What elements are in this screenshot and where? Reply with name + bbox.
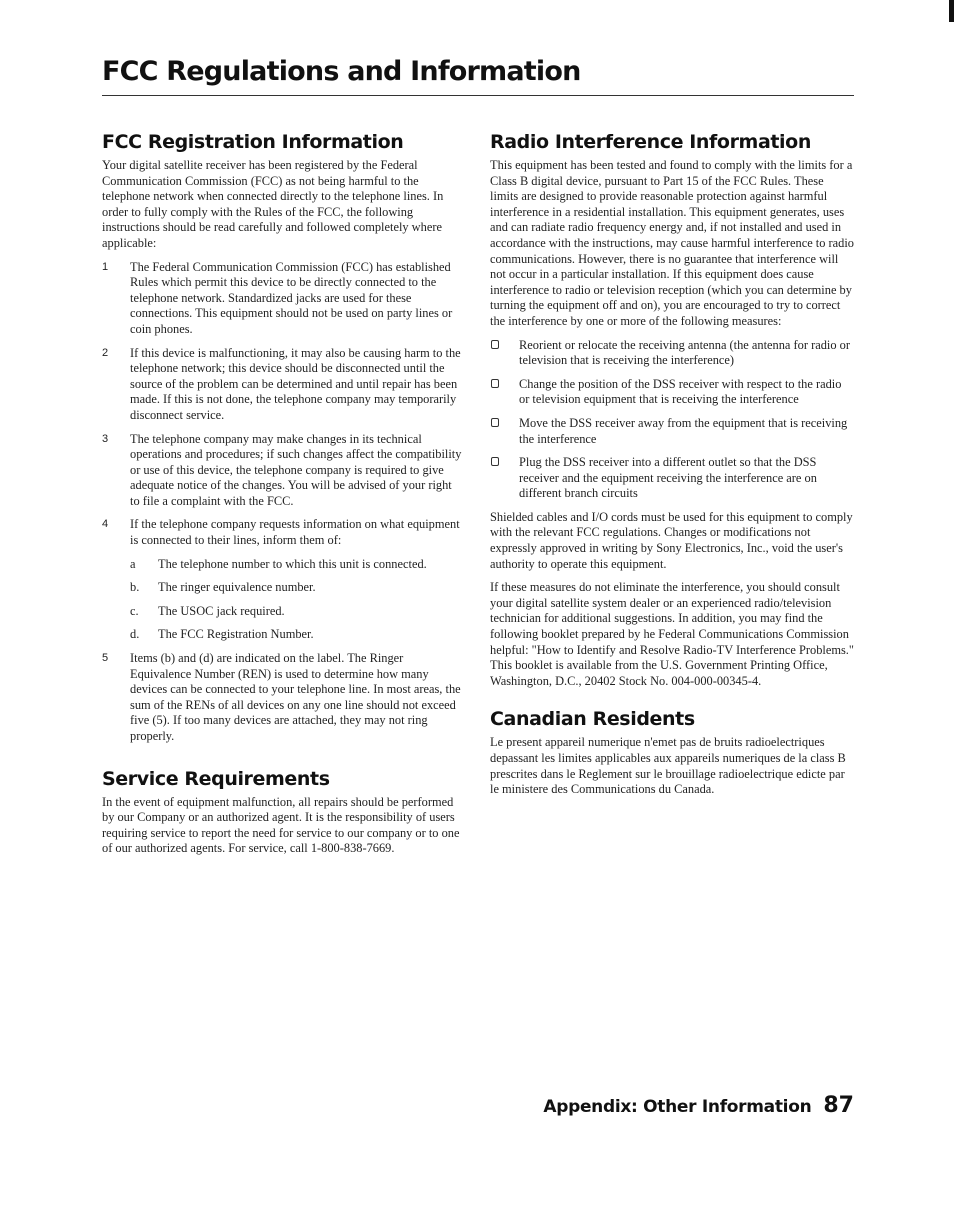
item-text: If the telephone company requests information on what equipment is connected to their lines, inform them of: xyxy=(130,517,460,548)
item-number: 5 xyxy=(102,652,109,665)
measure-text: Plug the DSS receiver into a different outlet so that the DSS receiver and the equipment receiving the interference are on different branch circuits xyxy=(519,455,817,501)
checkbox-bullet-icon xyxy=(491,340,499,349)
item-number: 2 xyxy=(102,346,109,359)
sub-letter: a xyxy=(130,556,136,571)
fcc-registration-list xyxy=(102,260,462,745)
fcc-registration-intro: Your digital satellite receiver has been registered by the Federal Communication Commission (FCC) as not being harmful to the telephone network when connected directly to the telephone lines. In order to fully comply with the Rules of the FCC, the following instructions should be read carefully and followed completely where applicable: xyxy=(102,158,444,250)
sub-text: The ringer equivalence number. xyxy=(158,580,316,595)
page-title: FCC Regulations and Information xyxy=(102,56,581,87)
sublist-item xyxy=(130,604,462,620)
measure-text: Reorient or relocate the receiving antenna (the antenna for radio or television that is receiving the interference) xyxy=(519,337,850,368)
list-item xyxy=(102,260,462,338)
sublist-item xyxy=(130,580,462,596)
title-divider xyxy=(102,95,854,96)
inform-sublist xyxy=(130,557,462,643)
measure-text: Move the DSS receiver away from the equipment that is receiving the interference xyxy=(519,415,848,446)
measure-item xyxy=(490,338,854,369)
measure-text: Change the position of the DSS receiver with respect to the radio or television equipment that is receiving the interference xyxy=(519,376,842,407)
list-item xyxy=(102,517,462,643)
list-item xyxy=(102,432,462,510)
item-text: The telephone company may make changes in its technical operations and procedures; if such changes affect the compatibility or use of this device, the telephone company is required to give adequate notice of the changes. You will be advised of your right to file a complaint with the FCC. xyxy=(130,431,462,508)
list-item xyxy=(102,651,462,745)
measure-item xyxy=(490,416,854,447)
item-number: 1 xyxy=(102,260,109,273)
radio-interference-intro: This equipment has been tested and found to comply with the limits for a Class B digital device, pursuant to Part 15 of the FCC Rules. These limits are designed to provide reasonable protection against harmful interference in a residential installation. This equipment generates, uses and can radiate radio frequency energy and, if not installed and used in accordance with the instructions, may cause harmful interference to radio communications. However, there is no guarantee that interference will not occur in a particular installation. If this equipment does cause interference to radio or television reception (which you can determine by turning the equipment off and on), you are encouraged to try to correct the interference by one or more of the following measures: xyxy=(490,158,854,328)
canadian-residents-heading: Canadian Residents xyxy=(490,708,695,731)
list-item xyxy=(102,346,462,424)
booklet-text: If these measures do not eliminate the interference, you should consult your digital satellite system dealer or an experienced radio/television technician for additional suggestions. In addition, you may find the following booklet prepared by he Federal Communications Commission helpful: "How to Identify and Resolve Radio-TV Interference Problems." This booklet is available from the U.S. Government Printing Office, Washington, D.C., 20402 Stock No. 004-000-00345-4. xyxy=(490,580,854,688)
left-column xyxy=(102,130,462,865)
measure-item xyxy=(490,455,854,502)
checkbox-bullet-icon xyxy=(491,418,499,427)
service-requirements-section xyxy=(102,767,462,857)
checkbox-bullet-icon xyxy=(491,457,499,466)
footer-section-label: Appendix: Other Information xyxy=(543,1097,812,1117)
checkbox-bullet-icon xyxy=(491,379,499,388)
sub-letter: d. xyxy=(130,627,140,642)
item-text: The Federal Communication Commission (FCC) has established Rules which permit this device to be directly connected to the telephone network. Standardized jacks are used for these connections. This equipment should not be used on party lines or coin phones. xyxy=(130,259,453,336)
sub-text: The FCC Registration Number. xyxy=(158,627,314,642)
radio-interference-heading: Radio Interference Information xyxy=(490,131,811,153)
canadian-residents-section xyxy=(490,707,854,797)
page-number: 87 xyxy=(823,1093,854,1118)
fcc-registration-section xyxy=(102,130,462,745)
sublist-item xyxy=(130,627,462,643)
sub-text: The USOC jack required. xyxy=(158,603,285,618)
service-requirements-text: In the event of equipment malfunction, all repairs should be performed by our Company or an authorized agent. It is the responsibility of users requiring service to report the need for service to our company or to one of our authorized agents. For service, call 1-800-838-7669. xyxy=(102,794,460,856)
sub-letter: c. xyxy=(130,603,139,618)
radio-interference-section xyxy=(490,130,854,689)
page-edge-mark xyxy=(949,0,954,22)
measure-item xyxy=(490,377,854,408)
item-number: 4 xyxy=(102,518,109,531)
sub-text: The telephone number to which this unit is connected. xyxy=(158,556,427,571)
item-number: 3 xyxy=(102,432,109,445)
sub-letter: b. xyxy=(130,580,140,595)
item-text: If this device is malfunctioning, it may also be causing harm to the telephone network; this device should be disconnected until the source of the problem can be determined and until repair has been made. If this is not done, the telephone company may temporarily disconnect service. xyxy=(130,345,461,422)
item-text: Items (b) and (d) are indicated on the label. The Ringer Equivalence Number (REN) is used to determine how many devices can be connected to your telephone line. In most areas, the sum of the RENs of all devices on any one line should not exceed five (5). If too many devices are attached, they may not ring properly. xyxy=(130,651,461,743)
interference-measures-list xyxy=(490,338,854,502)
fcc-registration-heading: FCC Registration Information xyxy=(102,131,404,153)
shielded-cables-text: Shielded cables and I/O cords must be used for this equipment to comply with the relevant FCC regulations. Changes or modifications not expressly approved in writing by Sony Electronics, Inc., void the user's authority to operate this equipment. xyxy=(490,509,853,571)
service-requirements-heading: Service Requirements xyxy=(102,767,330,790)
page-footer xyxy=(543,1093,854,1118)
canadian-residents-text: Le present appareil numerique n'emet pas de bruits radioelectriques depassant les limites applicables aux appareils numeriques de la class B prescrites dans le Reglement sur le brouillage radioelectrique edicte par le ministere des Communications du Canada. xyxy=(490,735,846,797)
right-column xyxy=(490,130,854,806)
sublist-item xyxy=(130,557,462,573)
